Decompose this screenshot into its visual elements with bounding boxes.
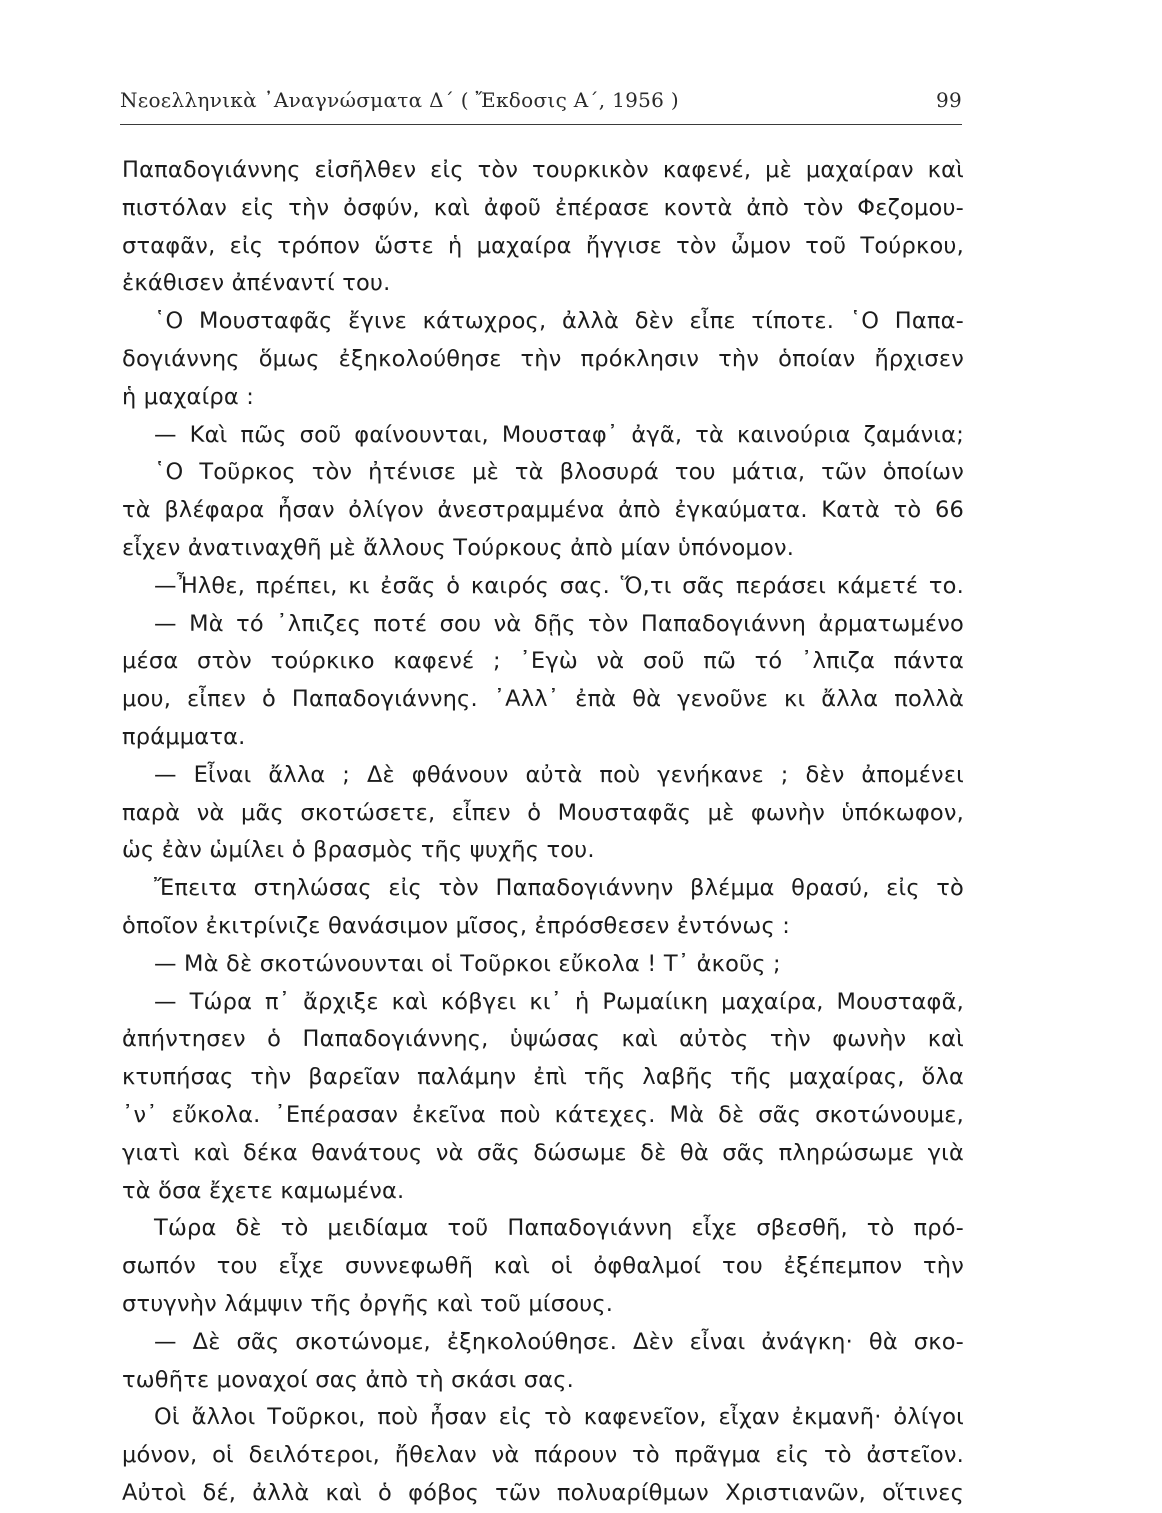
text-line: ἡ μαχαίρα : (122, 383, 255, 410)
text-line: σταφᾶν, εἰς τρόπον ὥστε ἡ μαχαίρα ἤγγισε τὸν ὦμον τοῦ Τούρκου, (122, 232, 964, 259)
text-line: Τώρα δὲ τὸ μειδίαμα τοῦ Παπαδογιάννη εἶχε σβεσθῆ, τὸ πρό- (154, 1215, 964, 1242)
running-title: Νεοελληνικὰ ᾿Αναγνώσματα Δ΄ ( Ἔκδοσις Α΄, 1956 ) (120, 88, 679, 112)
text-line: ὡς ἐὰν ὡμίλει ὁ βρασμὸς τῆς ψυχῆς του. (122, 837, 595, 864)
text-line: — Τώρα π᾿ ἄρχιξε καὶ κόβγει κι᾿ ἡ Ρωμαίικη μαχαίρα, Μουσταφᾶ, (154, 988, 964, 1015)
text-line: — Μὰ τό ᾿λπιζες ποτέ σου νὰ δῇς τὸν Παπαδογιάννη ἀρματωμένο (154, 610, 964, 637)
text-line: τὰ ὅσα ἔχετε καμωμένα. (122, 1177, 405, 1204)
text-line: — Εἶναι ἄλλα ; Δὲ φθάνουν αὐτὰ ποὺ γενήκανε ; δὲν ἀπομένει (154, 761, 964, 788)
text-line: σωπόν του εἶχε συννεφωθῆ καὶ οἱ ὀφθαλμοί του ἐξέπεμπον τὴν (122, 1253, 964, 1280)
text-line: —Ἦλθε, πρέπει, κι ἐσᾶς ὁ καιρός σας. Ὅ,τι σᾶς περάσει κάμετέ το. (154, 572, 964, 599)
page-header (120, 88, 962, 120)
text-line: ᾿ν᾿ εὔκολα. ᾿Επέρασαν ἐκεῖνα ποὺ κάτεχες. Μὰ δὲ σᾶς σκοτώνουμε, (122, 1101, 964, 1128)
text-line: ῾Ο Τοῦρκος τὸν ἠτένισε μὲ τὰ βλοσυρά του μάτια, τῶν ὁποίων (154, 459, 964, 486)
text-line: τὰ βλέφαρα ἦσαν ὀλίγον ἀνεστραμμένα ἀπὸ ἐγκαύματα. Κατὰ τὸ 66 (122, 497, 964, 524)
text-line: ῾Ο Μουσταφᾶς ἔγινε κάτωχρος, ἀλλὰ δὲν εἶπε τίποτε. ῾Ο Παπα- (154, 308, 964, 335)
text-line: μόνον, οἱ δειλότεροι, ἤθελαν νὰ πάρουν τὸ πρᾶγμα εἰς τὸ ἀστεῖον. (122, 1442, 964, 1469)
text-line: δογιάννης ὅμως ἐξηκολούθησε τὴν πρόκλησιν τὴν ὁποίαν ἤρχισεν (122, 345, 964, 372)
text-line: — Δὲ σᾶς σκοτώνομε, ἐξηκολούθησε. Δὲν εἶναι ἀνάγκη· θὰ σκο- (154, 1328, 964, 1355)
text-line: στυγνὴν λάμψιν τῆς ὀργῆς καὶ τοῦ μίσους. (122, 1290, 614, 1317)
text-line: πράμματα. (122, 723, 246, 750)
body-text (122, 152, 964, 1513)
page-number: 99 (935, 88, 962, 112)
text-line: τωθῆτε μοναχοί σας ἀπὸ τὴ σκάσι σας. (122, 1366, 575, 1393)
text-line: πιστόλαν εἰς τὴν ὀσφύν, καὶ ἀφοῦ ἐπέρασε κοντὰ ἀπὸ τὸν Φεζομου- (122, 194, 964, 221)
text-line: Οἱ ἄλλοι Τοῦρκοι, ποὺ ἦσαν εἰς τὸ καφενεῖον, εἶχαν ἐκμανῆ· ὀλίγοι (154, 1404, 964, 1431)
header-rule (120, 124, 962, 125)
text-line: μέσα στὸν τούρκικο καφενέ ; ᾿Εγὼ νὰ σοῦ πῶ τό ᾿λπιζα πάντα (122, 648, 964, 675)
text-line: ὁποῖον ἐκιτρίνιζε θανάσιμον μῖσος, ἐπρόσθεσεν ἐντόνως : (122, 912, 791, 939)
text-line: γιατὶ καὶ δέκα θανάτους νὰ σᾶς δώσωμε δὲ θὰ σᾶς πληρώσωμε γιὰ (122, 1139, 964, 1166)
text-line: κτυπήσας τὴν βαρεῖαν παλάμην ἐπὶ τῆς λαβῆς τῆς μαχαίρας, ὅλα (122, 1064, 964, 1091)
text-line: εἶχεν ἀνατιναχθῆ μὲ ἄλλους Τούρκους ἀπὸ μίαν ὑπόνομον. (122, 534, 795, 561)
text-line: Ἔπειτα στηλώσας εἰς τὸν Παπαδογιάννην βλέμμα θρασύ, εἰς τὸ (154, 875, 964, 902)
text-line: — Μὰ δὲ σκοτώνουνται οἱ Τοῦρκοι εὔκολα ! Τ᾿ ἀκοῦς ; (154, 950, 781, 977)
text-line: ἐκάθισεν ἀπέναντί του. (122, 270, 391, 297)
text-line: Αὐτοὶ δέ, ἀλλὰ καὶ ὁ φόβος τῶν πολυαρίθμων Χριστιανῶν, οἵτινες (122, 1479, 964, 1506)
text-line: μου, εἶπεν ὁ Παπαδογιάννης. ᾿Αλλ᾿ ἐπὰ θὰ γενοῦνε κι ἄλλα πολλὰ (122, 686, 964, 713)
text-line: παρὰ νὰ μᾶς σκοτώσετε, εἶπεν ὁ Μουσταφᾶς μὲ φωνὴν ὑπόκωφον, (122, 799, 964, 826)
text-line: — Καὶ πῶς σοῦ φαίνουνται, Μουσταφ᾿ ἀγᾶ, τὰ καινούρια ζαμάνια; (154, 421, 964, 448)
text-line: ἀπήντησεν ὁ Παπαδογιάννης, ὑψώσας καὶ αὐτὸς τὴν φωνὴν καὶ (122, 1026, 964, 1053)
text-line: Παπαδογιάννης εἰσῆλθεν εἰς τὸν τουρκικὸν καφενέ, μὲ μαχαίραν καὶ (122, 157, 964, 183)
